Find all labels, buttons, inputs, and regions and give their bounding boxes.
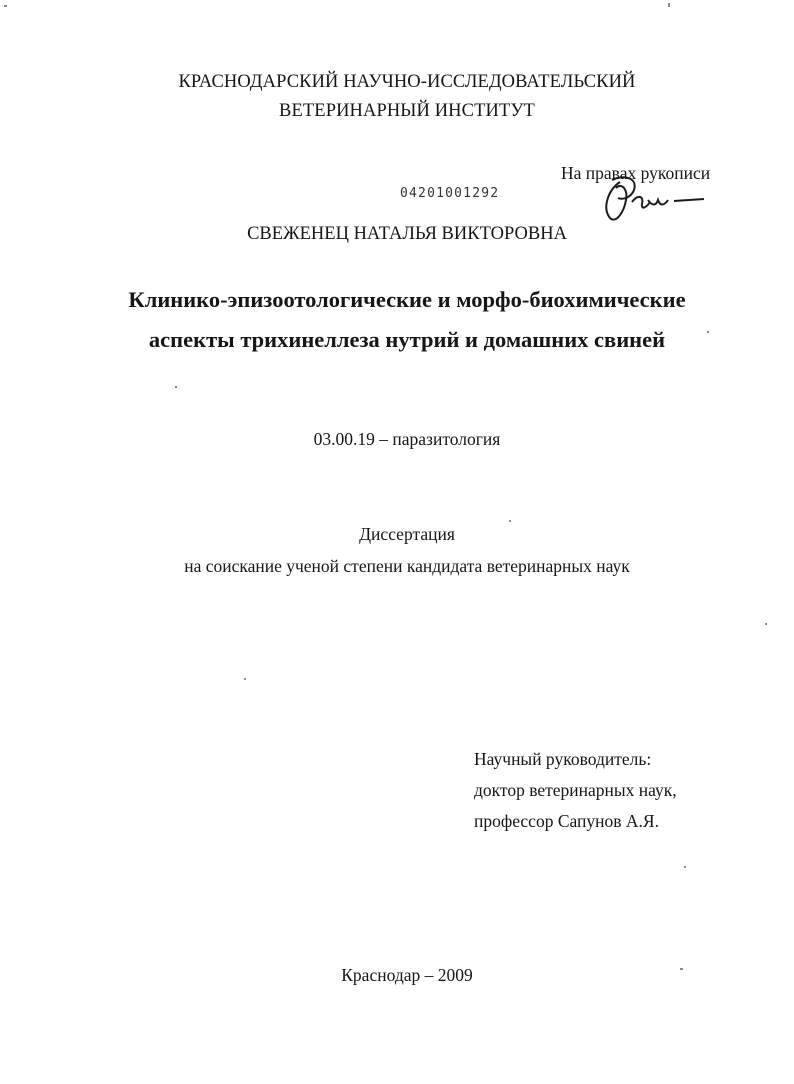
scan-speck — [4, 5, 7, 7]
dissertation-title-line-1: Клинико-эпизоотологические и морфо-биохимические — [128, 287, 686, 312]
supervisor-label: Научный руководитель: — [474, 749, 652, 769]
scan-speck — [707, 331, 709, 333]
document-number: 04201001292 — [400, 186, 500, 201]
scan-speck — [175, 386, 177, 388]
handwritten-signature — [598, 172, 708, 226]
document-type: Диссертация — [359, 524, 455, 544]
specialty-code: 03.00.19 – паразитология — [313, 429, 501, 449]
institute-name-line-1: КРАСНОДАРСКИЙ НАУЧНО-ИССЛЕДОВАТЕЛЬСКИЙ — [178, 72, 636, 92]
scan-speck — [765, 623, 767, 625]
place-and-year: Краснодар – 2009 — [341, 965, 473, 985]
scan-speck — [684, 866, 686, 868]
scan-speck — [680, 968, 683, 970]
scan-speck — [244, 678, 246, 680]
scan-speck — [509, 520, 511, 522]
manuscript-rights-note: На правах рукописи — [561, 163, 711, 183]
supervisor-degree: доктор ветеринарных наук, — [474, 780, 677, 800]
supervisor-name: профессор Сапунов А.Я. — [474, 811, 659, 831]
supervisor-block — [474, 744, 677, 837]
institute-name-line-2: ВЕТЕРИНАРНЫЙ ИНСТИТУТ — [279, 101, 535, 121]
author-name: СВЕЖЕНЕЦ НАТАЛЬЯ ВИКТОРОВНА — [247, 224, 567, 244]
dissertation-title-line-2: аспекты трихинеллеза нутрий и домашних свиней — [148, 327, 666, 352]
degree-purpose: на соискание ученой степени кандидата ветеринарных наук — [184, 556, 630, 576]
scan-speck — [668, 3, 670, 7]
